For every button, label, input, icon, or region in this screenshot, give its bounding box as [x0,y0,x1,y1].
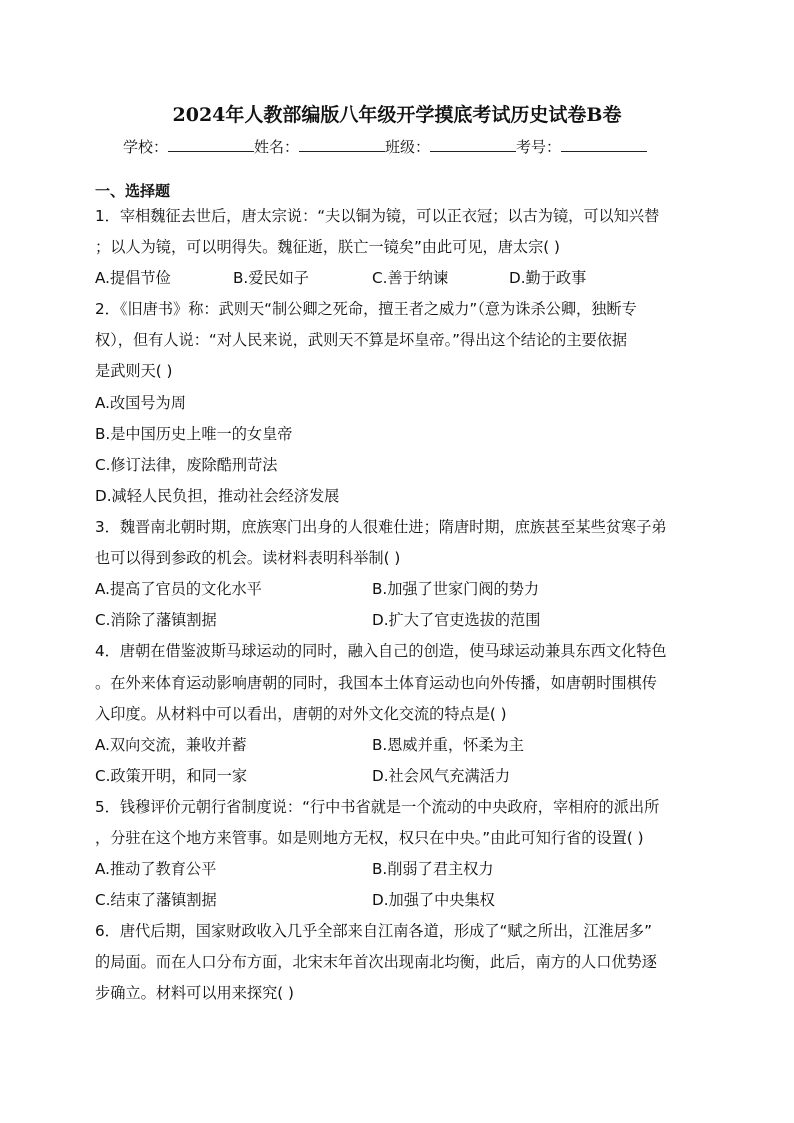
q5-option-c[interactable]: C.结束了藩镇割据 [95,891,217,909]
q5-line-1: 5．钱穆评价元朝行省制度说：“行中书省就是一个流动的中央政府，宰相府的派出所 [95,798,660,816]
class-label: 班级： [385,138,431,156]
number-blank[interactable] [561,137,647,152]
q1-line-1: 1．宰相魏征去世后，唐太宗说：“夫以铜为镜，可以正衣冠；以古为镜，可以知兴替 [95,207,660,225]
q5-option-a[interactable]: A.推动了教育公平 [95,860,217,878]
q3-option-b[interactable]: B.加强了世家门阀的势力 [372,580,540,598]
q4-option-a[interactable]: A.双向交流，兼收并蓄 [95,736,247,754]
q3-line-2: 也可以得到参政的机会。读材料表明科举制( ) [95,549,401,567]
q1-option-d[interactable]: D.勤于政事 [509,269,587,287]
q2-line-3: 是武则天( ) [95,362,173,380]
q3-option-c[interactable]: C.消除了藩镇割据 [95,611,217,629]
school-label: 学校： [123,138,169,156]
q6-line-2: 的局面。而在人口分布方面，北宋末年首次出现南北均衡，此后，南方的人口优势逐 [95,953,657,971]
q1-option-c[interactable]: C.善于纳谏 [372,269,449,287]
q4-option-b[interactable]: B.恩威并重，怀柔为主 [372,736,524,754]
name-blank[interactable] [299,137,385,152]
q4-line-2: 。在外来体育运动影响唐朝的同时，我国本土体育运动也向外传播，如唐朝时围棋传 [95,674,657,692]
q6-line-3: 步确立。材料可以用来探究( ) [95,984,294,1002]
q6-line-1: 6．唐代后期，国家财政收入几乎全部来自江南各道，形成了“赋之所出，江淮居多” [95,922,652,940]
q2-option-d[interactable]: D.减轻人民负担，推动社会经济发展 [95,487,340,505]
exam-title: 2024年人教部编版八年级开学摸底考试历史试卷B卷 [172,104,622,126]
q4-option-d[interactable]: D.社会风气充满活力 [372,767,511,785]
student-info-row [123,136,683,157]
q1-option-b[interactable]: B.爱民如子 [233,269,309,287]
q4-option-c[interactable]: C.政策开明，和同一家 [95,767,248,785]
q2-option-c[interactable]: C.修订法律，废除酷刑苛法 [95,456,278,474]
q3-option-d[interactable]: D.扩大了官吏选拔的范围 [372,611,541,629]
q5-line-2: ，分驻在这个地方来管事。如是则地方无权，权只在中央。”由此可知行省的设置( ) [95,829,644,847]
q2-line-2: 权），但有人说：“对人民来说，武则天不算是坏皇帝。”得出这个结论的主要依据 [95,331,628,349]
q3-line-1: 3．魏晋南北朝时期，庶族寒门出身的人很难仕进；隋唐时期，庶族甚至某些贫寒子弟 [95,518,667,536]
q2-line-1: 2．《旧唐书》称：武则天“制公卿之死命，擅王者之威力”（意为诛杀公卿，独断专 [95,300,637,318]
q1-option-a[interactable]: A.提倡节俭 [95,269,171,287]
number-label: 考号： [516,138,562,156]
q2-option-a[interactable]: A.改国号为周 [95,394,186,412]
q5-option-d[interactable]: D.加强了中央集权 [372,891,495,909]
q3-option-a[interactable]: A.提高了官员的文化水平 [95,580,262,598]
q1-line-2: ；以人为镜，可以明得失。魏征逝，朕亡一镜矣”由此可见，唐太宗( ) [95,238,560,256]
q4-line-3: 入印度。从材料中可以看出，唐朝的对外文化交流的特点是( ) [95,705,507,723]
class-blank[interactable] [430,137,516,152]
section-heading: 一、选择题 [95,182,171,200]
q4-line-1: 4．唐朝在借鉴波斯马球运动的同时，融入自己的创造，使马球运动兼具东西文化特色 [95,642,667,660]
name-label: 姓名： [254,138,300,156]
school-blank[interactable] [168,137,254,152]
q5-option-b[interactable]: B.削弱了君主权力 [372,860,494,878]
q2-option-b[interactable]: B.是中国历史上唯一的女皇帝 [95,425,293,443]
